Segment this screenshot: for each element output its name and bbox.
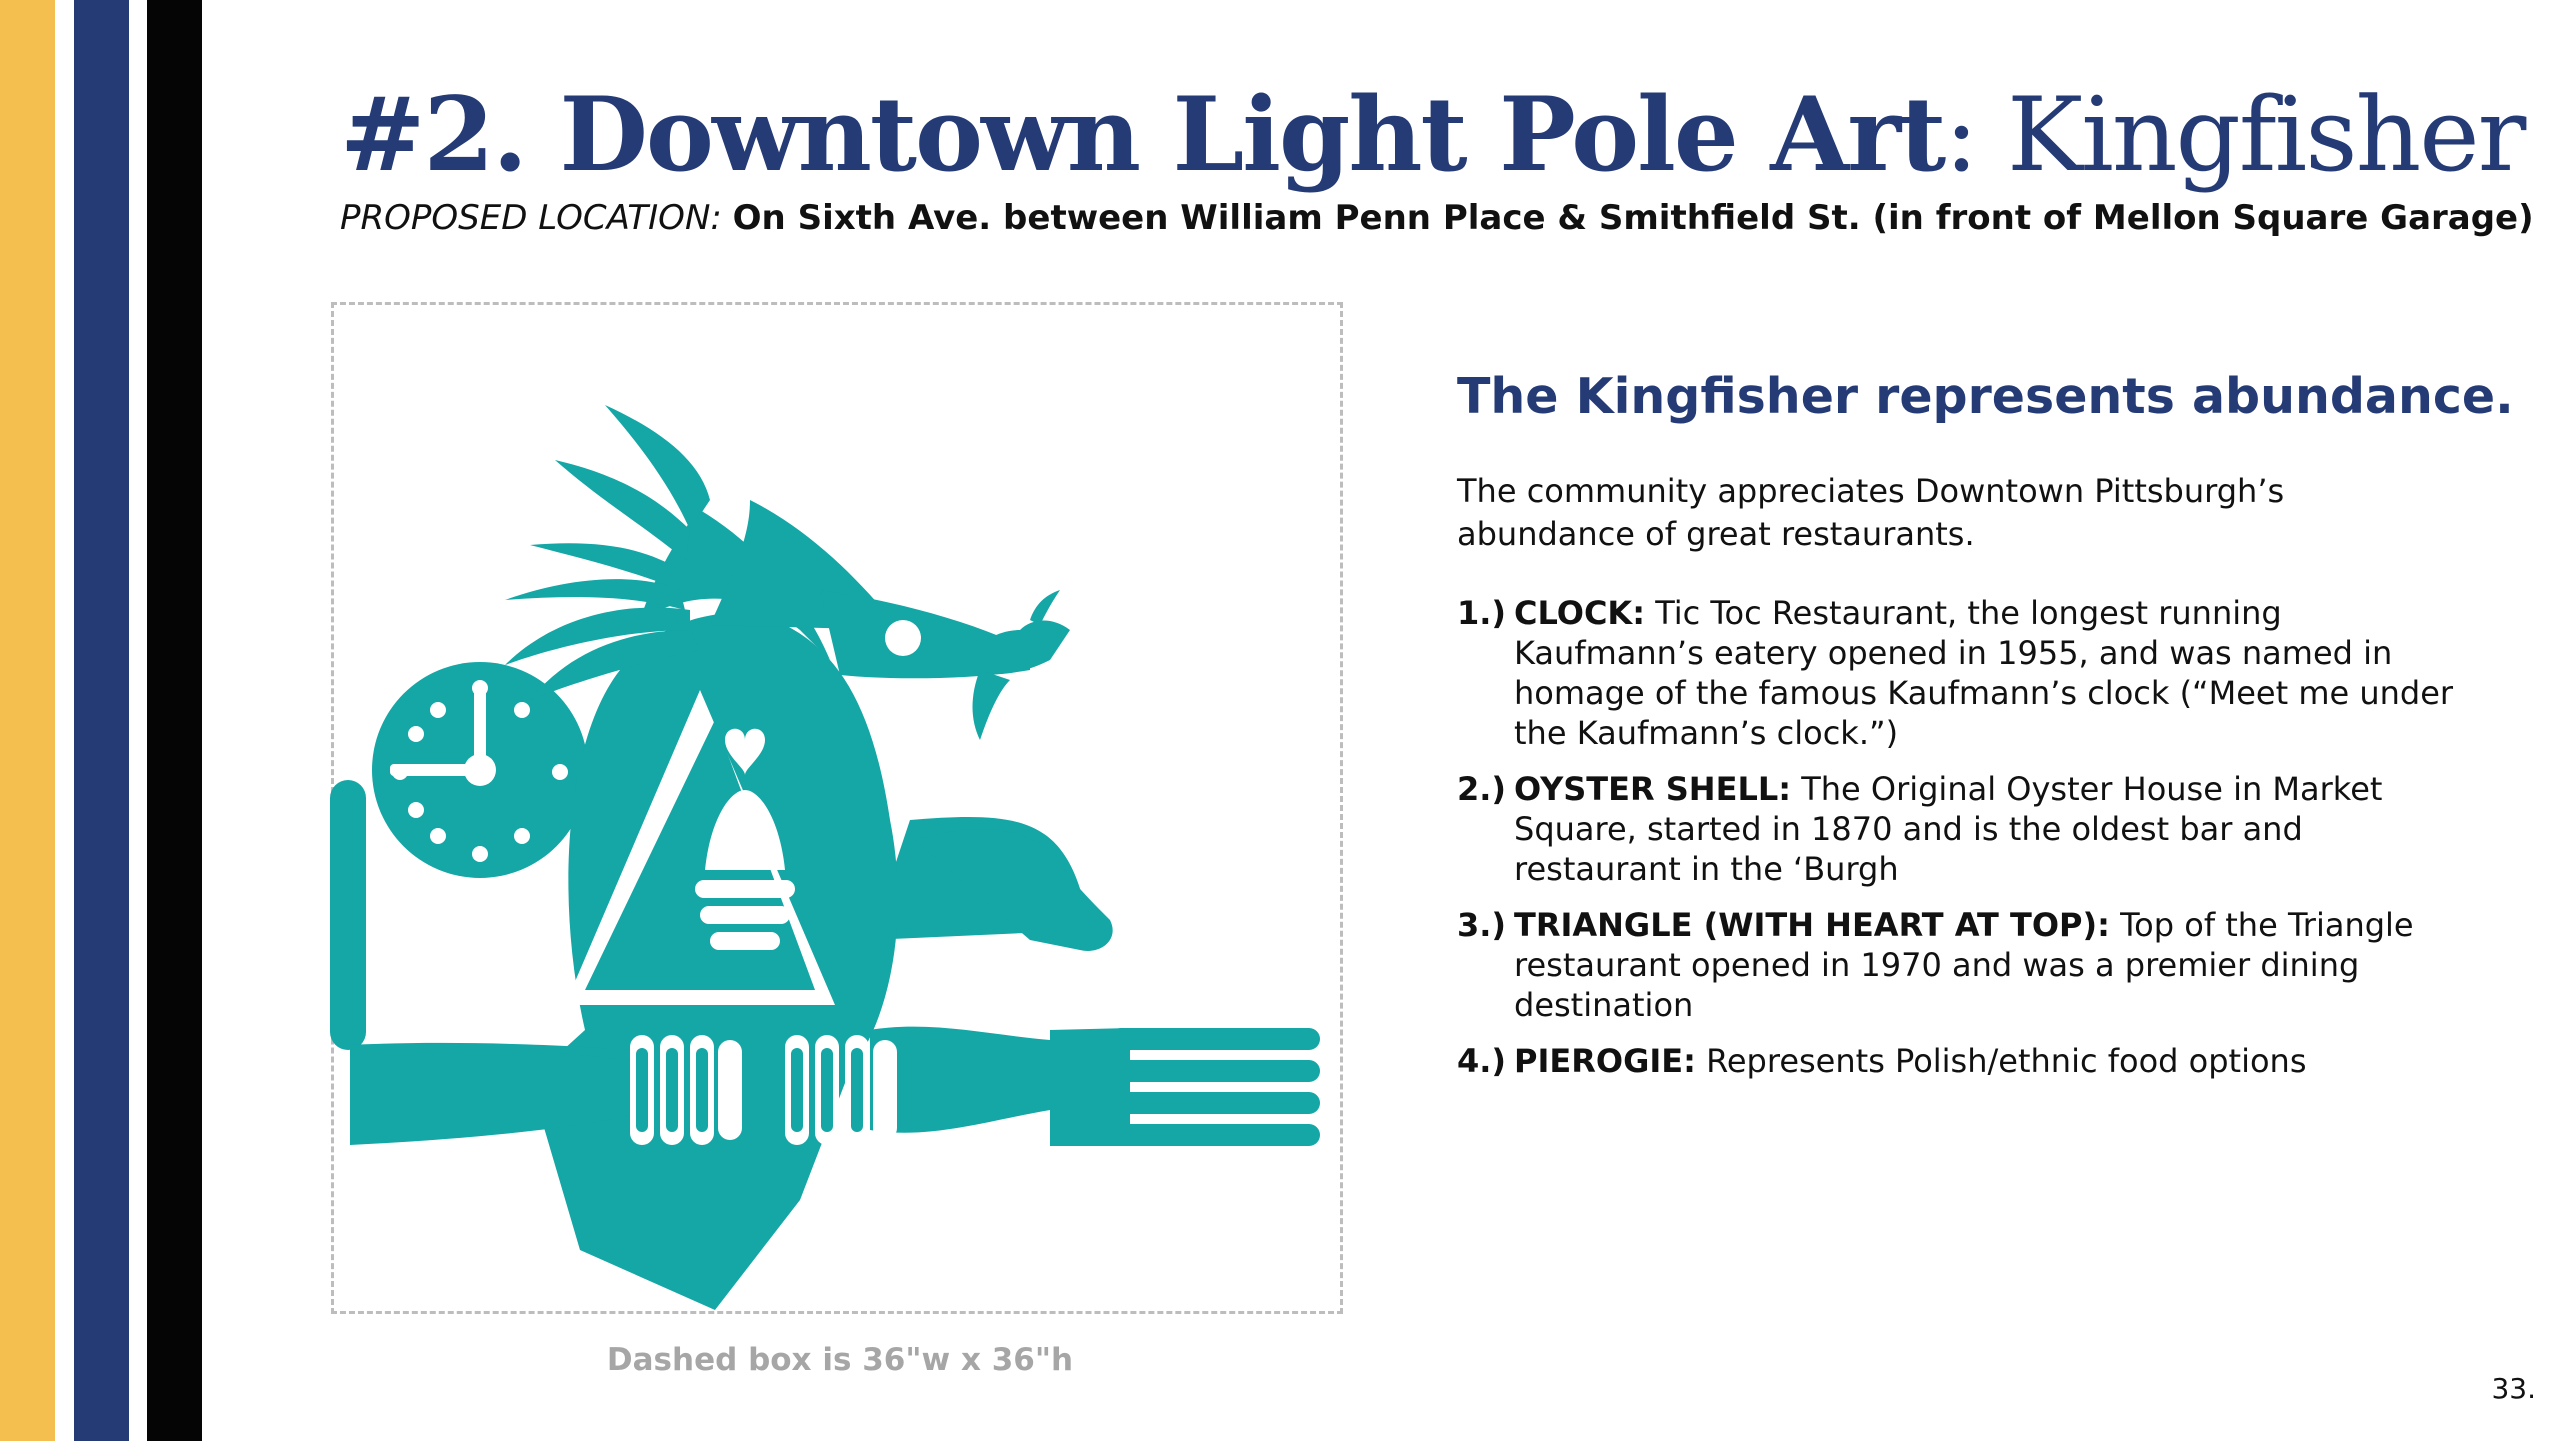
list-text: Tic Toc Restaurant, the longest running Kaufmann’s eatery opened in 1955, and was named in homage of the famous Kaufmann’s clock (“Meet me under the Kaufmann’s clock.”) [1514, 594, 2454, 752]
list-number: 3.) [1457, 906, 1507, 944]
symbol-list [1457, 593, 2477, 1097]
section-heading: The Kingfisher represents abundance. [1457, 368, 2514, 425]
fish-icon [970, 590, 1070, 740]
list-item-triangle [1457, 905, 2477, 1025]
list-text: Top of the Triangle restaurant opened in 1970 and was a premier dining destination [1514, 906, 2414, 1024]
list-number: 1.) [1457, 594, 1507, 632]
kingfisher-artwork [330, 300, 1346, 1316]
pierogi-icon [870, 817, 1113, 951]
bird-eye-icon [885, 620, 921, 656]
black-stripe [147, 0, 202, 1441]
list-term: PIEROGIE: [1514, 1042, 1696, 1080]
list-number: 2.) [1457, 770, 1507, 808]
list-term: OYSTER SHELL: [1514, 770, 1792, 808]
title-subject: : Kingfisher [1944, 76, 2525, 195]
location-label: PROPOSED LOCATION: [340, 198, 722, 238]
list-number: 4.) [1457, 1042, 1507, 1080]
list-text: The Original Oyster House in Market Square, started in 1870 and is the oldest bar and restaurant in the ‘Burgh [1514, 770, 2383, 888]
list-text: Represents Polish/ethnic food options [1706, 1042, 2307, 1080]
fork-icon [870, 1027, 1320, 1146]
yellow-stripe [0, 0, 55, 1441]
proposed-location [340, 196, 2534, 240]
size-caption: Dashed box is 36"w x 36"h [606, 1342, 1074, 1378]
list-term: TRIANGLE (WITH HEART AT TOP): [1514, 906, 2110, 944]
list-item-pierogie [1457, 1041, 2477, 1081]
title-main: #2. Downtown Light Pole Art [340, 75, 1945, 195]
navy-stripe [74, 0, 129, 1441]
list-item-clock [1457, 593, 2477, 753]
page-title [340, 70, 2525, 201]
location-value: On Sixth Ave. between William Penn Place & Smithfield St. (in front of Mellon Square Garage) [732, 198, 2534, 238]
intro-paragraph: The community appreciates Downtown Pittsburgh’s abundance of great restaurants. [1457, 472, 2285, 553]
list-term: CLOCK: [1514, 594, 1646, 632]
page-number: 33. [2491, 1372, 2536, 1405]
list-item-oyster-shell [1457, 769, 2477, 889]
clock-icon [372, 662, 588, 878]
